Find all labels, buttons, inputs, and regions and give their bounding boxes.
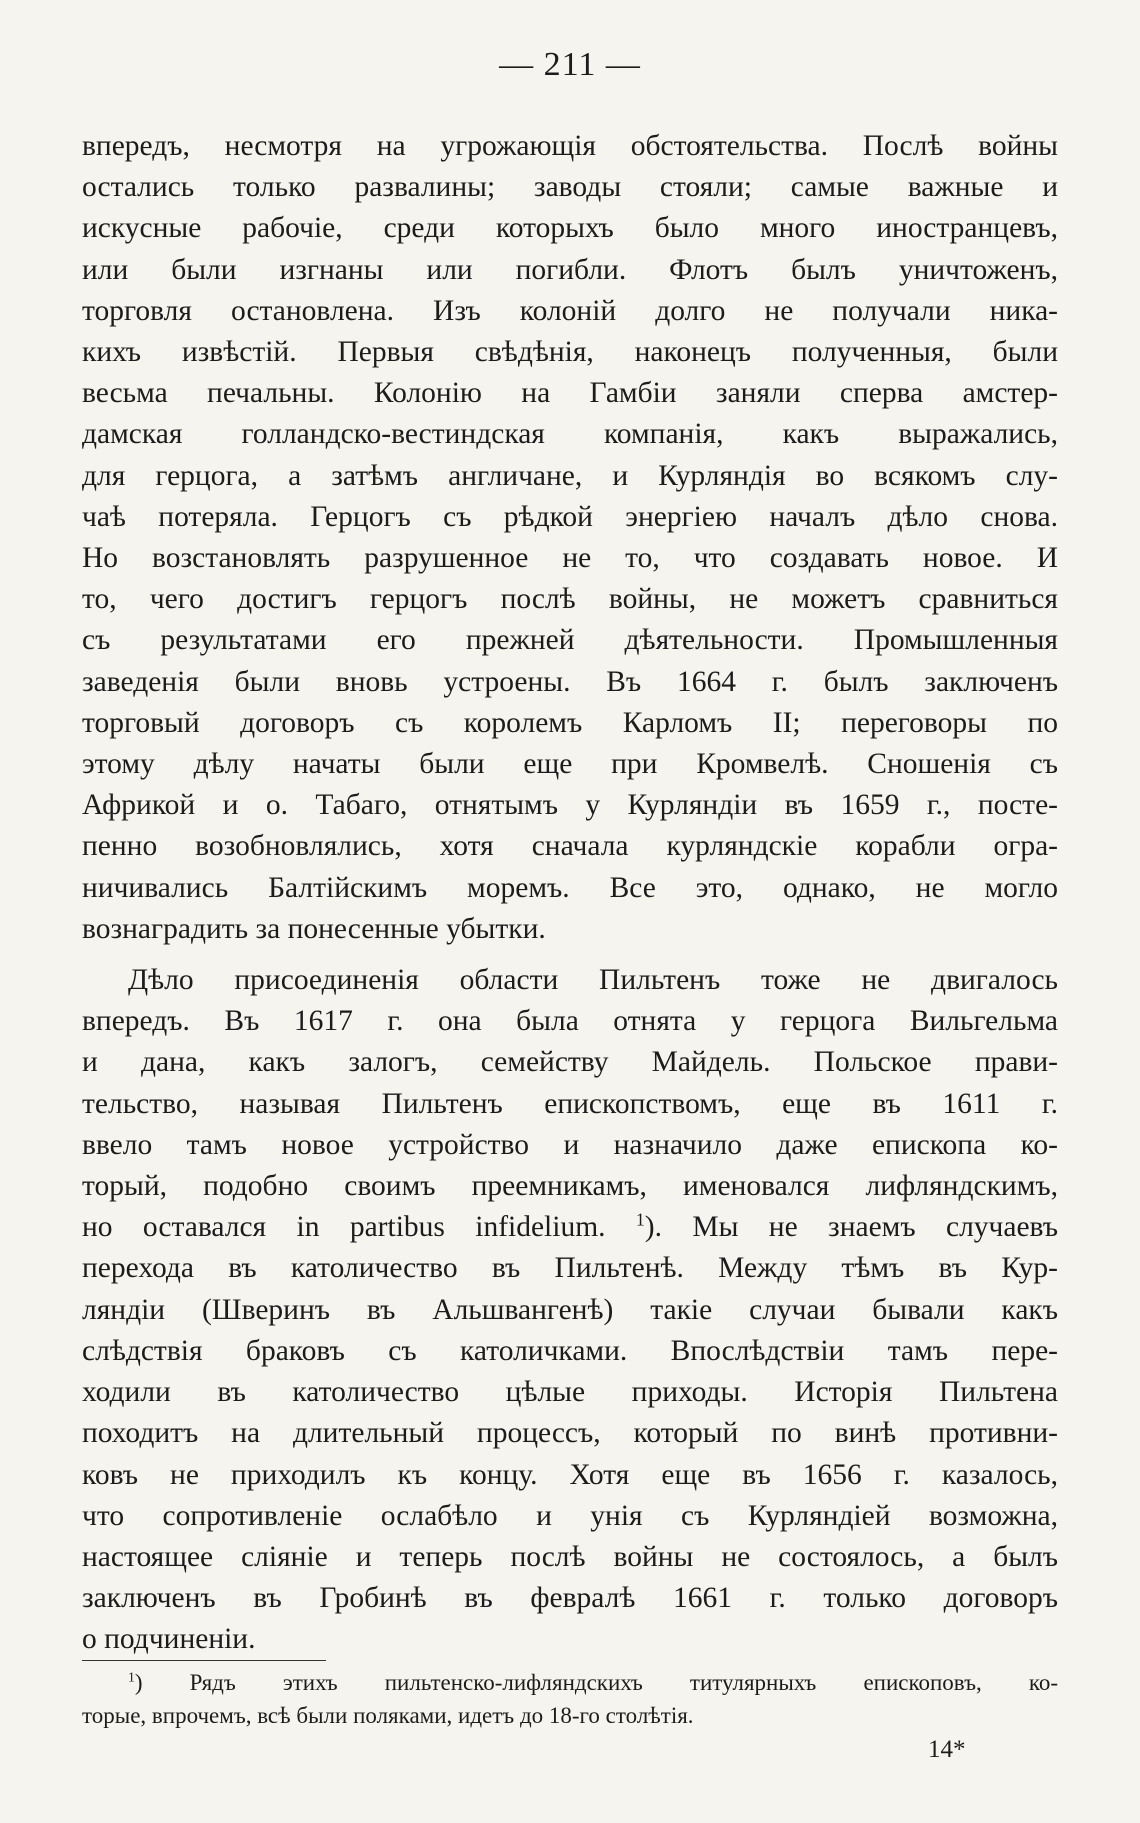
text-line: впередъ. Въ 1617 г. она была отнята у герцога Вильгельма (82, 1005, 1058, 1038)
footnote-line: торые, впрочемъ, всѣ были поляками, идетъ до 18-го столѣтія. (82, 1703, 694, 1728)
body-text (82, 126, 1058, 1661)
text-line: и дана, какъ залогъ, семейству Майдель. Польское прави- (82, 1046, 1058, 1079)
text-line: остались только развалины; заводы стояли; самые важные и (82, 171, 1058, 204)
page-number: — 211 — (499, 46, 641, 83)
footnote-marker: 1 (128, 1669, 135, 1685)
text-line: съ результатами его прежней дѣятельности. Промышленныя (82, 624, 1058, 657)
text-line: ляндіи (Шверинъ въ Альшвангенѣ) такіе случаи бывали какъ (82, 1293, 1058, 1326)
footnote-reference: 1 (635, 1209, 645, 1230)
text-line: торговля остановлена. Изъ колоній долго не получали ника- (82, 294, 1058, 327)
text-line: кихъ извѣстій. Первыя свѣдѣнія, наконецъ полученныя, были (82, 336, 1058, 369)
text-line: тельство, называя Пильтенъ епископствомъ, еще въ 1611 г. (82, 1087, 1058, 1120)
text-line: перехода въ католичество въ Пильтенѣ. Между тѣмъ въ Кур- (82, 1252, 1058, 1285)
text-segment: но оставался in partibus infidelium. (82, 1211, 606, 1244)
text-line: настоящее сліяніе и теперь послѣ войны не состоялось, а былъ (82, 1540, 1058, 1573)
text-line: для герцога, а затѣмъ англичане, и Курляндія во всякомъ слу- (82, 459, 1058, 492)
text-line-with-footnote-ref (82, 1207, 1058, 1248)
footnote-line (82, 1666, 1058, 1699)
paragraph-2 (82, 960, 1058, 1660)
paragraph-gap (82, 950, 1058, 960)
text-line: слѣдствія браковъ съ католичками. Впослѣдствіи тамъ пере- (82, 1334, 1058, 1367)
text-line: впередъ, несмотря на угрожающія обстоятельства. Послѣ войны (82, 130, 1058, 162)
text-line: заведенія были вновь устроены. Въ 1664 г. былъ заключенъ (82, 665, 1058, 698)
text-line: ввело тамъ новое устройство и назначило даже епископа ко- (82, 1128, 1058, 1161)
text-line: ничивались Балтійскимъ моремъ. Все это, однако, не могло (82, 871, 1058, 904)
footnote (82, 1666, 1058, 1732)
text-line: о подчиненіи. (82, 1623, 256, 1656)
text-line: что сопротивленіе ослабѣло и унія съ Курляндіей возможна, (82, 1499, 1058, 1532)
text-line: искусные рабочіе, среди которыхъ было много иностранцевъ, (82, 212, 1058, 245)
footnote-text: ) Рядъ этихъ пильтенско-лифляндскихъ титулярныхъ епископовъ, ко- (134, 1670, 1058, 1695)
text-line: торый, подобно своимъ преемникамъ, именовался лифляндскимъ, (82, 1170, 1058, 1203)
text-line: пенно возобновлялись, хотя сначала курляндскіе корабли огра- (82, 830, 1058, 863)
text-line: Дѣло присоединенія области Пильтенъ тоже не двигалось (128, 964, 1058, 997)
text-line: весьма печальны. Колонію на Гамбіи заняли сперва амстер- (82, 377, 1058, 410)
text-line: или были изгнаны или погибли. Флотъ былъ уничтоженъ, (82, 253, 1058, 286)
footnote-divider (82, 1660, 326, 1661)
text-line: вознаградить за понесенные убытки. (82, 912, 546, 945)
text-line: то, чего достигъ герцогъ послѣ войны, не можетъ сравниться (82, 583, 1058, 616)
text-line: этому дѣлу начаты были еще при Кромвелѣ. Сношенія съ (82, 748, 1058, 781)
text-line: ковъ не приходилъ къ концу. Хотя еще въ 1656 г. казалось, (82, 1458, 1058, 1491)
signature-mark: 14* (928, 1736, 966, 1763)
paragraph-1 (82, 126, 1058, 950)
text-line: чаѣ потеряла. Герцогъ съ рѣдкой энергіею началъ дѣло снова. (82, 500, 1058, 533)
text-line: ходили въ католичество цѣлые приходы. Исторія Пильтена (82, 1376, 1058, 1409)
text-line: дамская голландско-вестиндская компанія, какъ выражались, (82, 418, 1058, 451)
text-segment: ). Мы не знаемъ случаевъ (644, 1211, 1059, 1244)
text-line: заключенъ въ Гробинѣ въ февралѣ 1661 г. только договоръ (82, 1582, 1058, 1615)
text-line: торговый договоръ съ королемъ Карломъ II; переговоры по (82, 706, 1058, 739)
text-line: Африкой и о. Табаго, отнятымъ у Курляндіи въ 1659 г., посте- (82, 789, 1058, 822)
text-line: походитъ на длительный процессъ, который по винѣ противни- (82, 1417, 1058, 1450)
text-line: Но возстановлять разрушенное не то, что создавать новое. И (82, 542, 1058, 575)
